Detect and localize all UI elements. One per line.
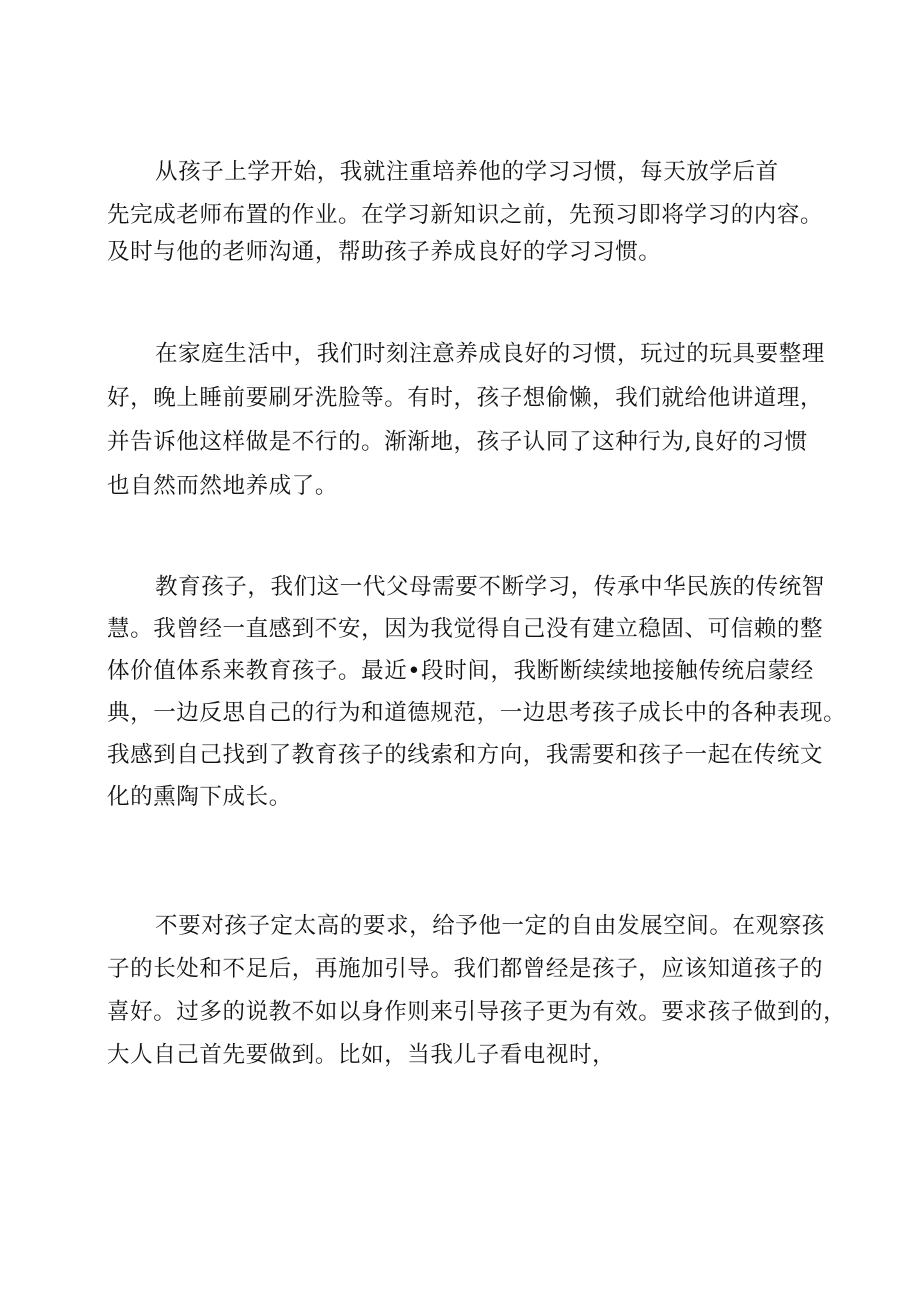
paragraph-line: 喜好。过多的说教不如以身作则来引导孩子更为有效。要求孩子做到的， — [107, 999, 847, 1025]
paragraph-family-life — [107, 332, 825, 508]
paragraph-line: 典，一边反思自己的行为和道德规范，一边思考孩子成长中的各种表现。 — [107, 700, 847, 726]
paragraph-line: 不要对孩子定太高的要求，给予他一定的自由发展空间。在观察孩 — [155, 913, 825, 939]
paragraph-line: 子的长处和不足后，再施加引导。我们都曾经是孩子，应该知道孩子的 — [107, 956, 824, 982]
paragraph-line: 教育孩子，我们这一代父母需要不断学习，传承中华民族的传统智 — [155, 574, 825, 600]
paragraph-study-habits — [107, 154, 822, 271]
paragraph-line: 体价值体系来教育孩子。最近•段时间，我断断续续地接触传统启蒙经 — [107, 658, 814, 684]
paragraph-line: 从孩子上学开始，我就注重培养他的学习习惯，每天放学后首 — [155, 159, 779, 185]
paragraph-expectations — [107, 905, 847, 1077]
paragraph-line: 及时与他的老师沟通，帮助孩子养成良好的学习习惯。 — [107, 239, 662, 265]
paragraph-traditional-wisdom — [107, 566, 847, 818]
paragraph-line: 先完成老师布置的作业。在学习新知识之前，先预习即将学习的内容。 — [107, 202, 824, 228]
paragraph-line: 我感到自己找到了教育孩子的线索和方向，我需要和孩子一起在传统文 — [107, 742, 824, 768]
paragraph-line: 也自然而然地养成了。 — [107, 473, 339, 499]
paragraph-line: 慧。我曾经一直感到不安，因为我觉得自己没有建立稳固、可信赖的整 — [107, 616, 824, 642]
paragraph-line: 在家庭生活中，我们时刻注意养成良好的习惯，玩过的玩具要整理 — [155, 341, 825, 367]
paragraph-line: 化的熏陶下成长。 — [107, 784, 292, 810]
paragraph-line: 好，晚上睡前要刷牙洗脸等。有时，孩子想偷懒，我们就给他讲道理， — [107, 385, 824, 411]
paragraph-line: 并告诉他这样做是不行的。渐渐地，孩子认同了这种行为,良好的习惯 — [107, 429, 808, 455]
paragraph-line: 大人自己首先要做到。比如，当我儿子看电视时， — [107, 1042, 616, 1068]
